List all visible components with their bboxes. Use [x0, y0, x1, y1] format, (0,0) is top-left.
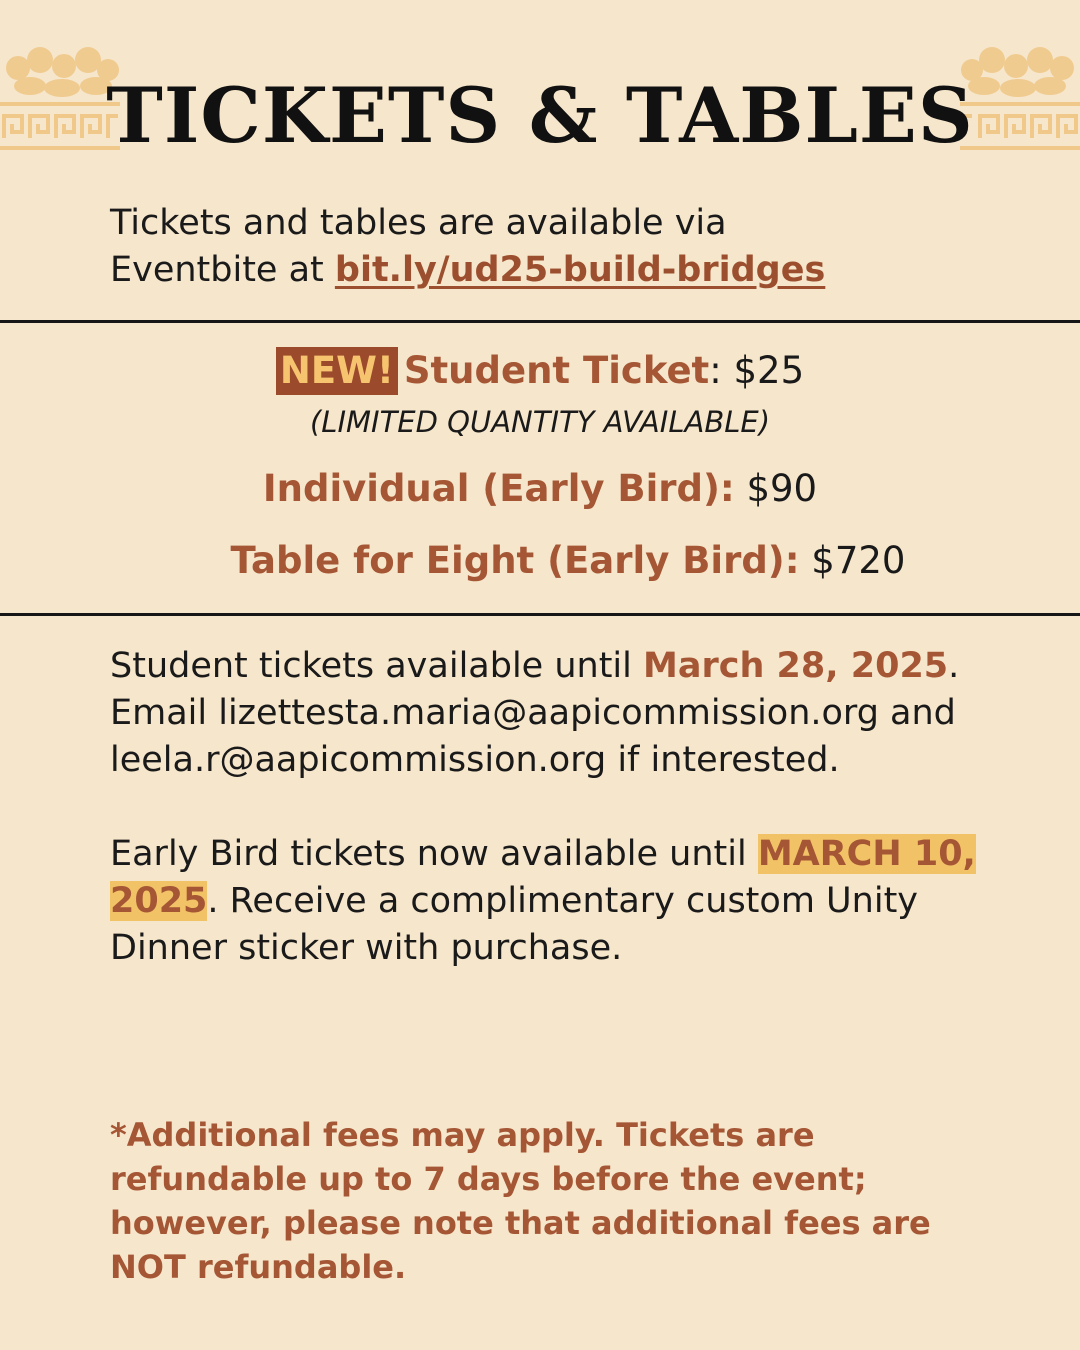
divider-top [0, 320, 1080, 323]
intro-line-1: Tickets and tables are available via [110, 203, 727, 243]
early-bird-suffix: . Receive a complimentary custom Unity Dinner sticker with purchase. [110, 881, 919, 968]
new-badge: NEW! [276, 347, 398, 395]
limited-quantity-note: (LIMITED QUANTITY AVAILABLE) [309, 405, 771, 439]
page-title: TICKETS & TABLES [106, 71, 974, 160]
table-ticket-price: $720 [799, 539, 906, 582]
student-availability-suffix: . Email lizettesta.maria@aapicommission.org and leela.r@aapicommission.org if interested. [110, 646, 960, 780]
student-ticket-separator: : [709, 349, 734, 392]
early-bird-prefix: Early Bird tickets now available until [110, 834, 758, 874]
divider-bottom [0, 613, 1080, 616]
individual-ticket-price: $90 [734, 467, 818, 510]
early-bird-deadline-date: MARCH 10, 2025 [110, 834, 976, 921]
intro-line-2-prefix: Eventbite at [110, 250, 335, 290]
details-section [110, 643, 980, 972]
table-ticket-row [28, 536, 1080, 586]
pricing-section [0, 346, 1080, 586]
student-ticket-price: $25 [733, 349, 805, 392]
student-ticket-label: Student Ticket [403, 349, 710, 392]
intro-line-2 [110, 247, 1010, 294]
individual-ticket-label: Individual (Early Bird): [262, 467, 735, 510]
student-availability-text [110, 643, 980, 784]
early-bird-text [110, 831, 980, 972]
student-ticket-row [0, 346, 1080, 396]
individual-ticket-row [0, 464, 1080, 514]
fee-disclaimer: *Additional fees may apply. Tickets are refundable up to 7 days before the event; however, please note that additional fees are NOT refundable. [110, 1116, 931, 1286]
student-deadline-date: March 28, 2025 [643, 646, 949, 686]
student-availability-prefix: Student tickets available until [110, 646, 643, 686]
table-ticket-label: Table for Eight (Early Bird): [230, 539, 800, 582]
intro-text [110, 200, 1010, 294]
eventbrite-link[interactable]: bit.ly/ud25-build-bridges [334, 250, 826, 290]
